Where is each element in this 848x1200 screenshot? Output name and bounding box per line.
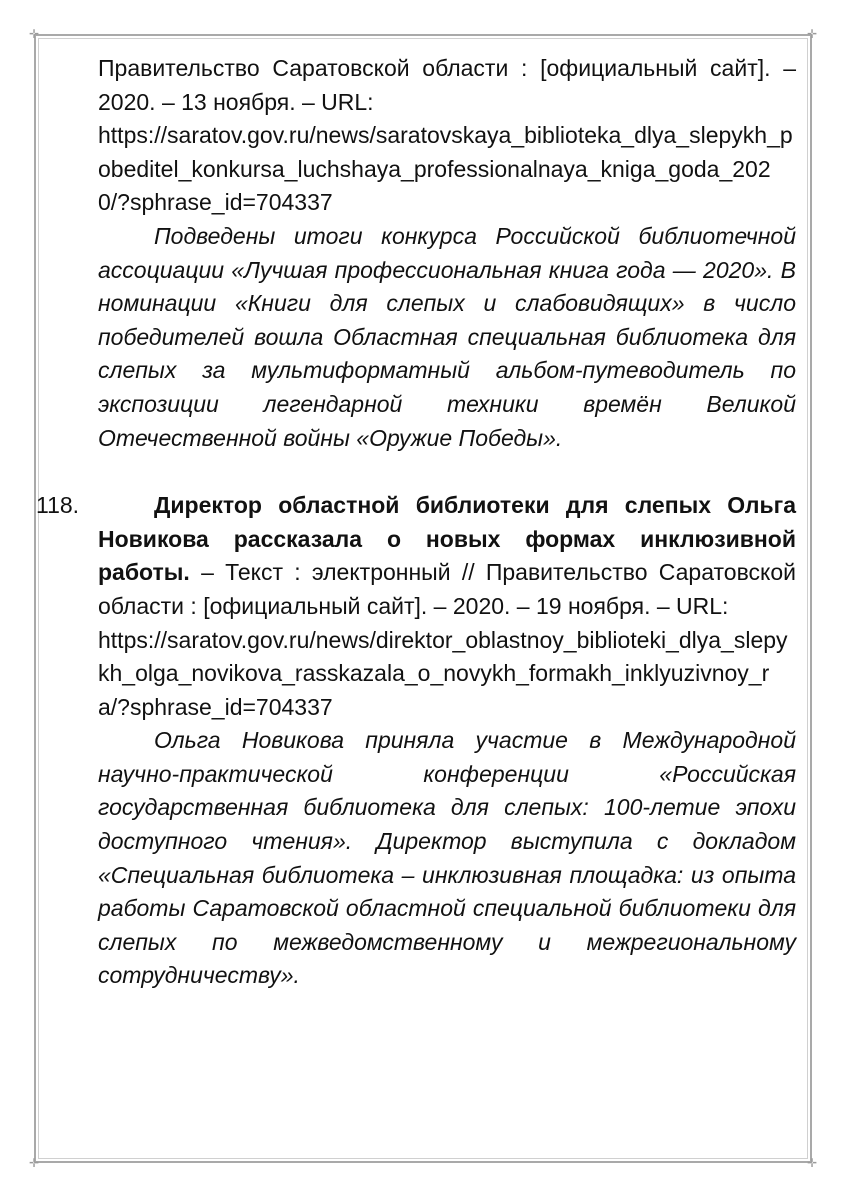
corner-ornament-icon: ✛ (29, 27, 40, 41)
entry-source: Правительство Саратовской области : [официальный сайт]. – 2020. – 13 ноября. – URL: (98, 55, 796, 115)
entry-url[interactable]: https://saratov.gov.ru/news/saratovskaya_biblioteka_dlya_slepykh_pobeditel_konkursa_luchshaya_professionalnaya_kniga_goda_2020/?sphrase_id=704337 (98, 122, 793, 216)
corner-ornament-icon: ✛ (807, 1156, 818, 1170)
corner-ornament-icon: ✛ (807, 27, 818, 41)
entry-title: Директор областной библиотеки для слепых Ольга Новикова рассказала о новых формах инклюзивной работы. (98, 492, 796, 586)
entry-source: – Текст : электронный // Правительство Саратовской области : [официальный сайт]. – 2020. – 19 ноября. – URL: (98, 559, 796, 619)
document-body (36, 52, 796, 993)
bibliography-entry (36, 489, 796, 993)
entry-citation (98, 489, 796, 623)
entry-annotation: Подведены итоги конкурса Российской библиотечной ассоциации «Лучшая профессиональная книга года — 2020». В номинации «Книги для слепых и слабовидящих» в число победителей вошла Областная специальная библиотека для слепых за мультиформатный альбом-путеводитель по экспозиции легендарной техники времён Великой Отечественной войны «Оружие Победы». (98, 222, 796, 451)
corner-ornament-icon: ✛ (29, 1156, 40, 1170)
entry-annotation: Ольга Новикова приняла участие в Международной научно-практической конференции «Российская государственная библиотека для слепых: 100-летие эпохи доступного чтения». Директор выступила с докладом «Специальная библиотека – инклюзивная площадка: из опыта работы Саратовской областной специальной библиотеки для слепых по межведомственному и межрегиональному сотрудничеству». (98, 727, 796, 989)
bibliography-entry (98, 52, 796, 455)
entry-number: 118. (36, 492, 80, 519)
entry-url[interactable]: https://saratov.gov.ru/news/direktor_oblastnoy_biblioteki_dlya_slepykh_olga_novikova_rasskazala_o_novykh_formakh_inklyuzivnoy_ra/?sphrase_id=704337 (98, 626, 788, 720)
